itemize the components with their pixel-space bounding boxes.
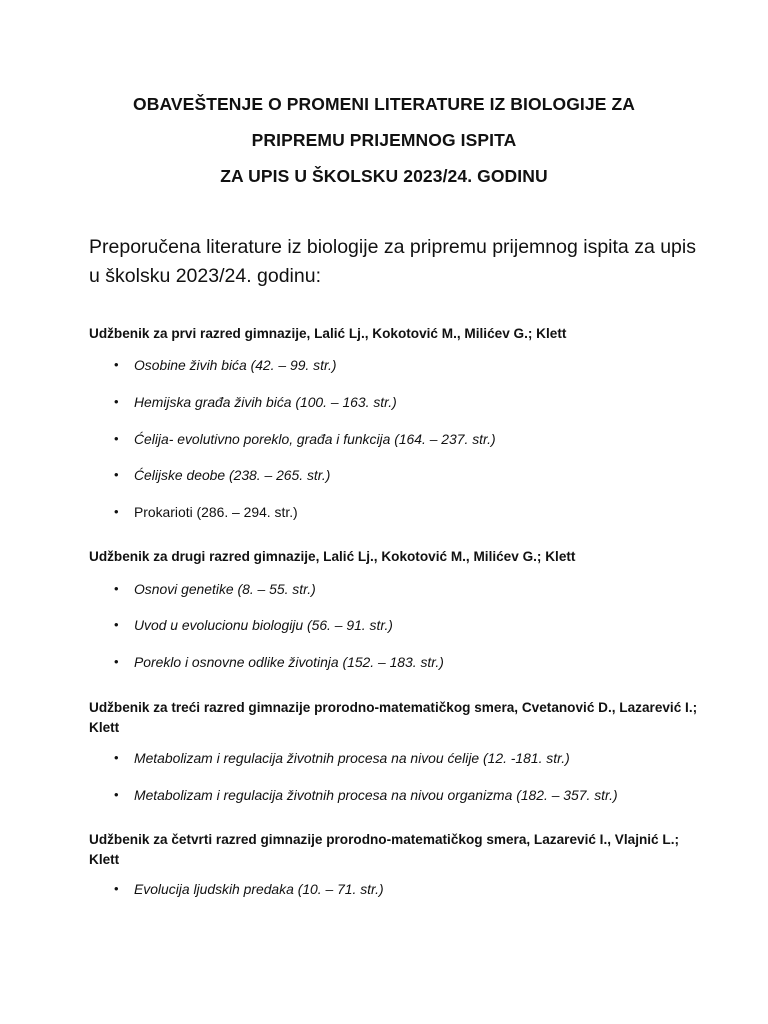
list-item <box>89 653 689 671</box>
list-item <box>89 503 689 521</box>
bullet-icon: • <box>114 467 119 482</box>
list-item <box>89 786 689 804</box>
list-item <box>89 430 689 448</box>
list-item-text: Ćelijske deobe (238. – 265. str.) <box>134 467 331 483</box>
bullet-icon: • <box>114 787 119 802</box>
list-item-text: Poreklo i osnovne odlike životinja (152. – 183. str.) <box>134 654 444 670</box>
book-heading-second-grade: Udžbenik za drugi razred gimnazije, Lalić Lj., Kokotović M., Milićev G.; Klett <box>89 549 576 564</box>
list-item-text: Uvod u evolucionu biologiju (56. – 91. str.) <box>134 617 393 633</box>
bullet-icon: • <box>114 431 119 446</box>
list-item-text: Metabolizam i regulacija životnih procesa na nivou organizma (182. – 357. str.) <box>134 787 618 803</box>
list-item <box>89 580 689 598</box>
list-item <box>89 356 689 374</box>
book-heading-first-grade: Udžbenik za prvi razred gimnazije, Lalić Lj., Kokotović M., Milićev G.; Klett <box>89 326 567 341</box>
list-item <box>89 880 689 898</box>
intro-paragraph: Preporučena literature iz biologije za pripremu prijemnog ispita za upis u školsku 2023/24. godinu: <box>89 236 696 287</box>
bullet-icon: • <box>114 617 119 632</box>
list-item <box>89 393 689 411</box>
list-item-text: Osobine živih bića (42. – 99. str.) <box>134 357 337 373</box>
list-item <box>89 749 689 767</box>
title-line-2: PRIPREMU PRIJEMNOG ISPITA <box>251 130 517 150</box>
bullet-icon: • <box>114 504 119 519</box>
list-item-text: Osnovi genetike (8. – 55. str.) <box>134 581 316 597</box>
book-heading-third-grade: Udžbenik za treći razred gimnazije prorodno-matematičkog smera, Cvetanović D., Lazarević I.; Klett <box>89 700 698 735</box>
list-item-text: Metabolizam i regulacija životnih procesa na nivou ćelije (12. -181. str.) <box>134 750 570 766</box>
book-heading-fourth-grade: Udžbenik za četvrti razred gimnazije prorodno-matematičkog smera, Lazarević I., Vlajnić L.; Klett <box>89 832 679 867</box>
list-item-text: Evolucija ljudskih predaka (10. – 71. str.) <box>134 881 384 897</box>
list-item <box>89 466 689 484</box>
list-item-text: Hemijska građa živih bića (100. – 163. str.) <box>134 394 397 410</box>
bullet-icon: • <box>114 357 119 372</box>
bullet-icon: • <box>114 750 119 765</box>
list-item-text: Ćelija- evolutivno poreklo, građa i funkcija (164. – 237. str.) <box>134 431 496 447</box>
bullet-icon: • <box>114 881 119 896</box>
list-item <box>89 616 689 634</box>
bullet-icon: • <box>114 394 119 409</box>
list-item-text: Prokarioti (286. – 294. str.) <box>134 504 298 520</box>
title-line-3: ZA UPIS U ŠKOLSKU 2023/24. GODINU <box>220 166 548 186</box>
title-line-1: OBAVEŠTENJE O PROMENI LITERATURE IZ BIOLOGIJE ZA <box>133 94 635 114</box>
bullet-icon: • <box>114 581 119 596</box>
bullet-icon: • <box>114 654 119 669</box>
